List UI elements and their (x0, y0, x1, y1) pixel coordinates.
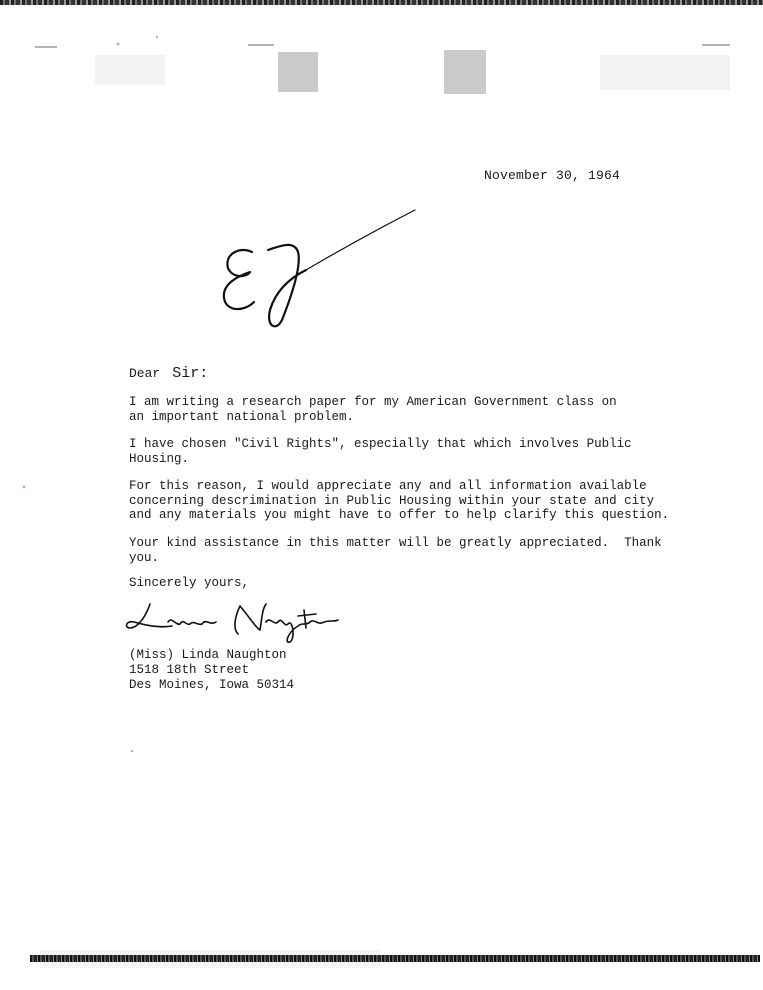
closing: Sincerely yours, (129, 576, 250, 590)
handwritten-initials (210, 180, 430, 340)
body-paragraph-1: I am writing a research paper for my American Government class on an important national problem. (129, 395, 617, 424)
letter-date: November 30, 1964 (484, 168, 621, 183)
body-paragraph-2: I have chosen "Civil Rights", especially that which involves Public Housing. (129, 437, 632, 466)
body-paragraph-3: For this reason, I would appreciate any and all information available concerning descrimination in Public Housing within your state and city and any materials you might have to offer to help clarify this question. (129, 479, 670, 522)
body-paragraph-4: Your kind assistance in this matter will be greatly appreciated. Thank you. (129, 536, 662, 565)
sender-street: 1518 18th Street (129, 663, 250, 677)
sender-city: Des Moines, Iowa 50314 (129, 678, 295, 692)
salutation (129, 365, 208, 382)
salutation-recipient: Sir: (172, 365, 209, 382)
scan-bottom-edge (30, 955, 760, 962)
sender-name: (Miss) Linda Naughton (129, 648, 287, 662)
salutation-greeting: Dear (129, 366, 161, 381)
handwritten-signature (120, 598, 350, 648)
